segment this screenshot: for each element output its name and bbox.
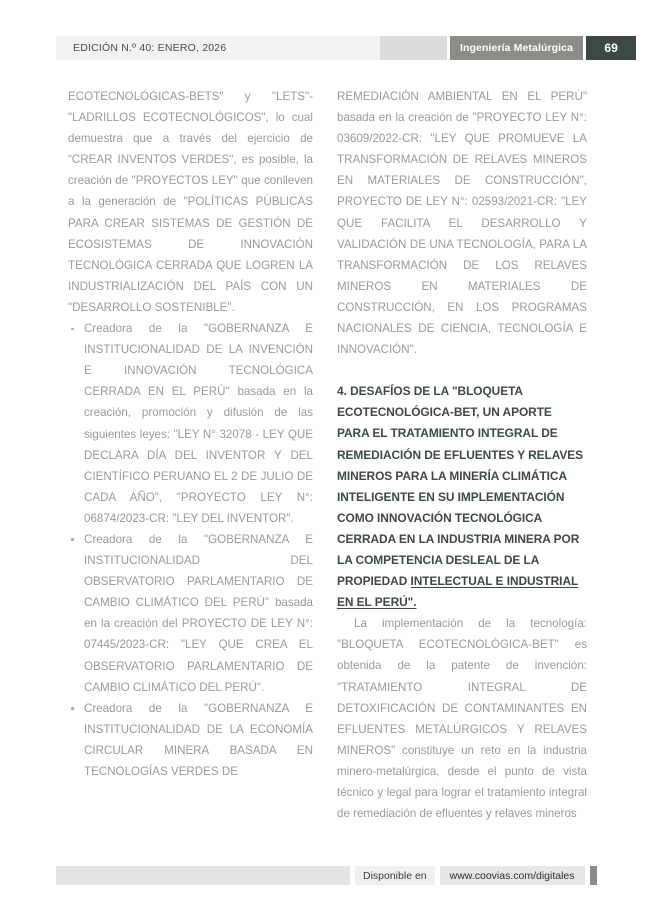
section-heading-body: 4. DESAFÍOS DE LA "BLOQUETA ECOTECNOLÓGICA-BET, UN APORTE PARA EL TRATAMIENTO INTEGRAL DE REMEDIACIÓN DE EFLUENTES Y RELAVES MINEROS PARA LA MINERÍA CLIMÁTICA INTELIGENTE EN SU IMPLEMENTACIÓN COMO INNOVACIÓN TECNOLÓGICA CERRADA EN LA INDUSTRIA MINERA POR LA COMPETENCIA DESLEAL DE LA PROPIEDAD xyxy=(337,384,584,589)
right-continued-paragraph: REMEDIACIÓN AMBIENTAL EN EL PERÚ" basada en la creación de "PROYECTO LEY N°: 03609/2022-CR: "LEY QUE PROMUEVE LA TRANSFORMACIÓN DE RELAVES MINEROS EN MATERIALES DE CONSTRUCCIÓN", PROYECTO DE LEY N°: 02593/2021-CR: "LEY QUE FACILITA EL DESARROLLO Y VALIDACIÓN DE UNA TECNOLOGÍA, PARA LA TRANSFORMACIÓN DE LOS RELAVES MINEROS EN MATERIALES DE CONSTRUCCIÓN, EN LOS PROGRAMAS NACIONALES DE CIENCIA, TECNOLOGÍA E INNOVACIÓN". xyxy=(337,90,587,357)
left-column xyxy=(68,86,313,782)
right-column xyxy=(337,86,587,824)
section-heading-underlined-tail: INTELECTUAL E INDUSTRIAL EN EL PERÚ". xyxy=(337,574,579,610)
footer-availability-label: Disponible en xyxy=(355,866,435,885)
left-bullet-list xyxy=(68,318,313,782)
heading-spacer xyxy=(337,360,587,381)
footer-end-block xyxy=(590,866,597,885)
footer-bar-block xyxy=(56,866,350,885)
right-body-paragraph: La implementación de la tecnología: "BLOQUETA ECOTECNOLÓGICA-BET" es obtenida de la patente de invención: "TRATAMIENTO INTEGRAL DE DETOXIFICACIÓN DE CONTAMINANTES EN EFLUENTES METALÚRGICOS Y RELAVES MINEROS" constituye un reto en la industria minero-metalúrgica, desde el punto de vista técnico y legal para lograr el tratamiento integral de remediación de efluentes y relaves mineros xyxy=(337,617,587,821)
footer-url-link[interactable]: www.coovias.com/digitales xyxy=(440,866,585,885)
page-title xyxy=(337,381,587,613)
list-item: Creadora de la "GOBERNANZA E INSTITUCIONALIDAD DE LA INVENCIÓN E INNOVACIÓN TECNOLÓGICA CERRADA EN EL PERÚ" basada en la creación, promoción y difusión de las siguientes leyes: "LEY N° 32078 - LEY QUE DECLARA DÍA DEL INVENTOR Y DEL CIENTÍFICO PERUANO EL 2 DE JULIO DE CADA AÑO", "PROYECTO LEY N°: 06874/2023-CR: "LEY DEL INVENTOR". xyxy=(68,318,313,529)
edition-label: EDICIÓN N.º 40: ENERO, 2026 xyxy=(56,36,380,60)
header-spacer-block xyxy=(380,36,447,60)
list-item: Creadora de la "GOBERNANZA E INSTITUCIONALIDAD DEL OBSERVATORIO PARLAMENTARIO DE CAMBIO CLIMÁTICO DEL PERÚ" basada en la creación del PROYECTO DE LEY N°: 07445/2023-CR: "LEY QUE CREA EL OBSERVATORIO PARLAMENTARIO DE CAMBIO CLIMÁTICO DEL PERÚ". xyxy=(68,529,313,698)
page-footer xyxy=(56,866,650,885)
left-continued-paragraph: ECOTECNOLÓGICAS-BETS" y "LETS"-"LADRILLOS ECOTECNOLÓGICOS", lo cual demuestra que a través del ejercicio de “CREAR INVENTOS VERDES", es posible, la creación de "PROYECTOS LEY" que conlleven a la generación de "POLÍTICAS PÚBLICAS PARA CREAR SISTEMAS DE GESTIÓN DE ECOSISTEMAS DE INNOVACIÓN TECNOLÓGICA CERRADA QUE LOGREN LA INDUSTRIALIZACIÓN DEL PAÍS CON UN "DESARROLLO SOSTENIBLE". xyxy=(68,90,313,314)
page-number-badge: 69 xyxy=(586,36,636,60)
page-header xyxy=(56,36,650,60)
list-item: Creadora de la "GOBERNANZA E INSTITUCIONALIDAD DE LA ECONOMÍA CIRCULAR MINERA BASADA EN TECNOLOGÍAS VERDES DE xyxy=(68,698,313,782)
section-badge: Ingeniería Metalúrgica xyxy=(450,36,583,60)
